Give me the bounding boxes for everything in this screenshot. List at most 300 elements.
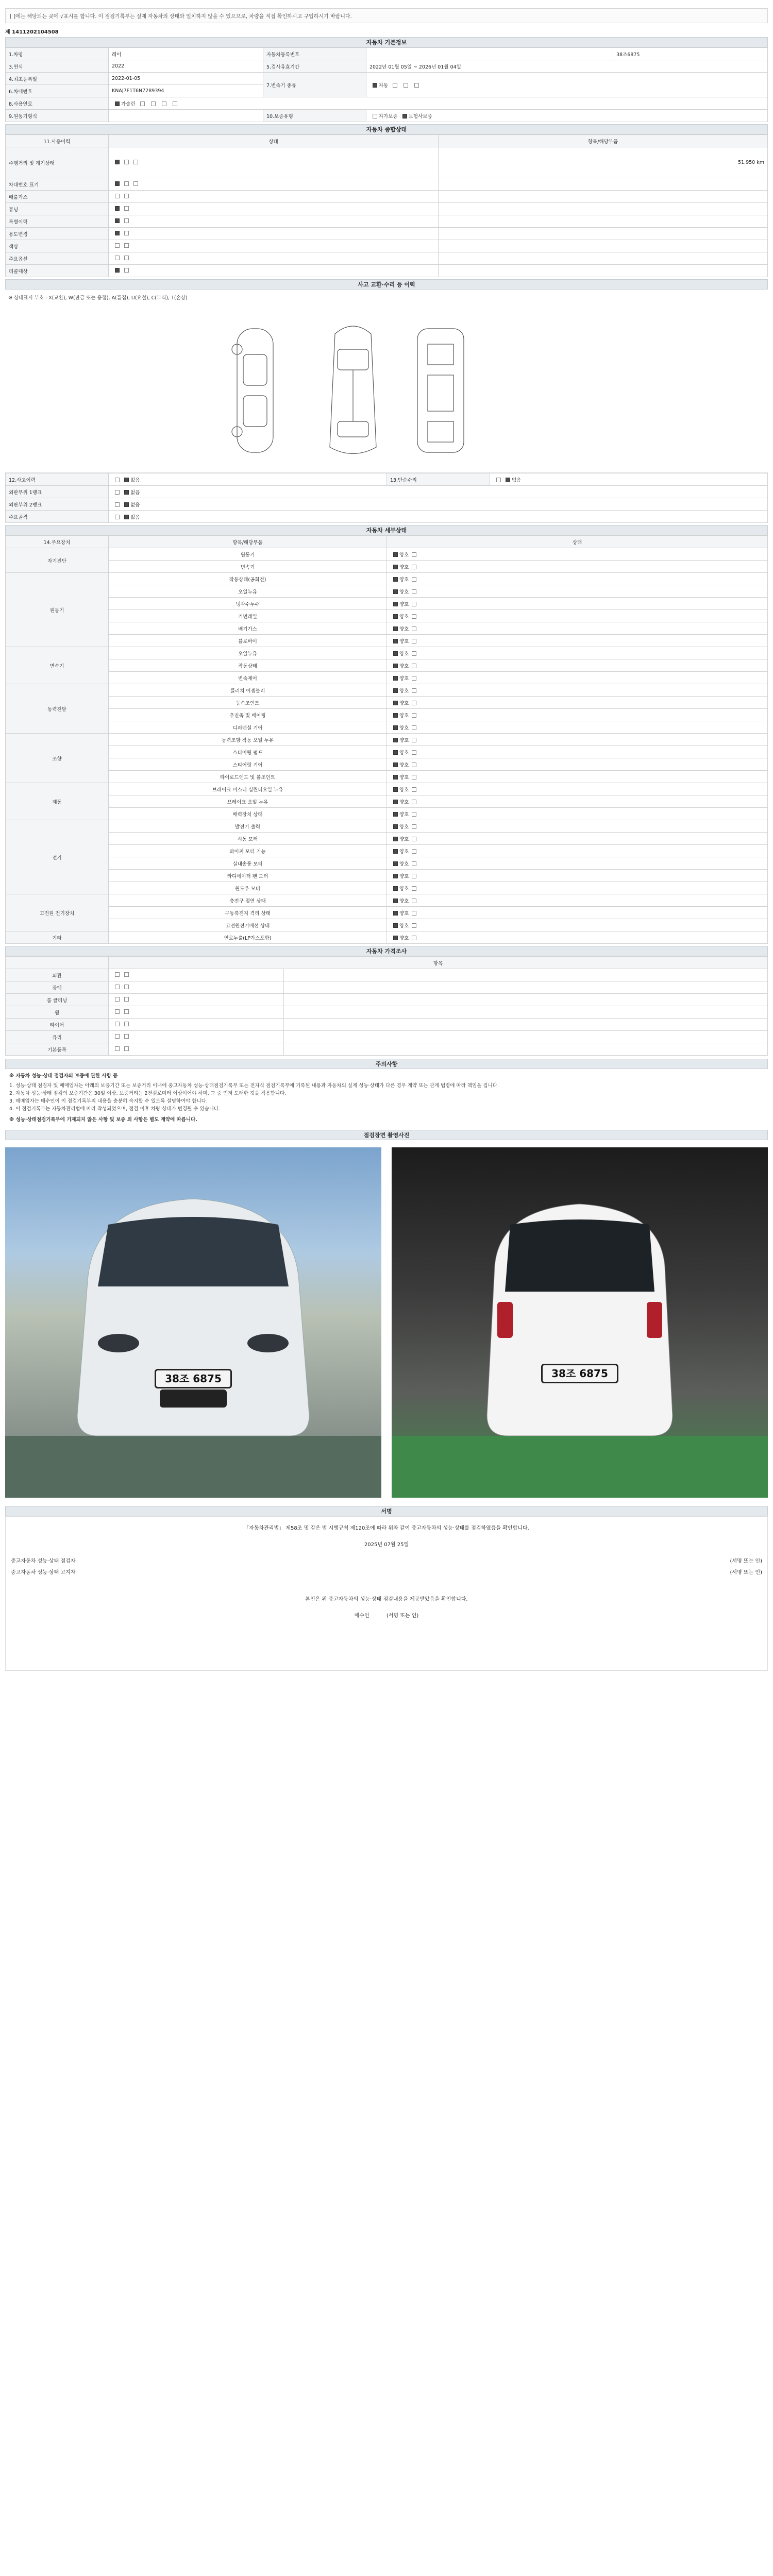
section-basic: 자동차 기본정보 xyxy=(5,37,768,47)
detail-row xyxy=(6,684,768,697)
doc-number-value: 1411202104508 xyxy=(12,29,59,35)
section-photos: 점검장면 촬영사진 xyxy=(5,1130,768,1140)
price-row xyxy=(6,1031,768,1043)
detail-status: 양호 xyxy=(399,638,409,645)
checkbox[interactable] xyxy=(393,837,398,841)
detail-row xyxy=(6,697,768,709)
checkbox[interactable] xyxy=(393,577,398,582)
checkbox[interactable] xyxy=(124,181,129,186)
detail-state xyxy=(387,833,768,845)
price-label: 룸 클리닝 xyxy=(6,994,109,1006)
checkbox[interactable] xyxy=(412,614,416,619)
checkbox[interactable] xyxy=(393,614,398,619)
price-header-empty xyxy=(6,957,109,969)
checkbox[interactable] xyxy=(412,738,416,742)
detail-row xyxy=(6,795,768,808)
detail-state xyxy=(387,734,768,746)
checkbox[interactable] xyxy=(115,972,120,977)
detail-state xyxy=(387,882,768,894)
checkbox[interactable] xyxy=(115,1046,120,1051)
checkbox[interactable] xyxy=(412,787,416,792)
detail-state xyxy=(387,783,768,795)
checkbox[interactable] xyxy=(393,626,398,631)
checkbox[interactable] xyxy=(373,83,377,88)
checkbox[interactable] xyxy=(412,874,416,878)
accident-state xyxy=(109,498,768,511)
caution-box xyxy=(5,1069,768,1127)
detail-status: 양호 xyxy=(399,824,409,830)
checkbox[interactable] xyxy=(393,800,398,804)
checkbox[interactable] xyxy=(115,181,120,186)
accident-legend: ※ 상태표시 부호 : X(교환), W(판금 또는 용접), A(흠집), U(요철), C(부식), T(손상) xyxy=(8,295,188,301)
detail-item: 커먼레일 xyxy=(109,610,387,622)
checkbox[interactable] xyxy=(412,762,416,767)
photo-area xyxy=(5,1140,768,1506)
detail-status: 양호 xyxy=(399,910,409,917)
checkbox[interactable] xyxy=(393,911,398,916)
checkbox[interactable] xyxy=(393,750,398,755)
price-row xyxy=(6,1019,768,1031)
checkbox[interactable] xyxy=(393,787,398,792)
checkbox[interactable] xyxy=(393,899,398,903)
checkbox[interactable] xyxy=(412,626,416,631)
checkbox[interactable] xyxy=(393,923,398,928)
price-label: 휠 xyxy=(6,1006,109,1019)
checkbox[interactable] xyxy=(393,874,398,878)
overall-state xyxy=(109,215,439,228)
detail-header: 상태 xyxy=(387,536,768,548)
overall-part xyxy=(439,228,768,240)
detail-header: 항목/해당부품 xyxy=(109,536,387,548)
basic-label: 자동차등록번호 xyxy=(263,48,366,60)
section-sign: 서명 xyxy=(5,1506,768,1516)
checkbox[interactable] xyxy=(412,899,416,903)
car-diagram xyxy=(5,303,768,473)
checkbox[interactable] xyxy=(393,824,398,829)
checkbox[interactable] xyxy=(124,1009,129,1014)
checkbox[interactable] xyxy=(412,589,416,594)
checkbox[interactable] xyxy=(124,1046,129,1051)
checkbox[interactable] xyxy=(412,923,416,928)
checkbox[interactable] xyxy=(162,101,166,106)
detail-row xyxy=(6,820,768,833)
checkbox[interactable] xyxy=(412,936,416,940)
checkbox[interactable] xyxy=(115,218,120,223)
checkbox[interactable] xyxy=(412,602,416,606)
detail-status: 양호 xyxy=(399,750,409,756)
checkbox[interactable] xyxy=(412,750,416,755)
checkbox[interactable] xyxy=(414,83,419,88)
detail-status: 양호 xyxy=(399,725,409,731)
price-label: 유리 xyxy=(6,1031,109,1043)
detail-state xyxy=(387,907,768,919)
detail-state xyxy=(387,635,768,647)
detail-row xyxy=(6,635,768,647)
checkbox[interactable] xyxy=(124,1034,129,1039)
detail-item: 변속기 xyxy=(109,561,387,573)
checkbox[interactable] xyxy=(412,911,416,916)
detail-row xyxy=(6,894,768,907)
detail-item: 시동 모터 xyxy=(109,833,387,845)
detail-state xyxy=(387,771,768,783)
sign-box xyxy=(5,1516,768,1671)
detail-item: 오일누유 xyxy=(109,647,387,659)
detail-group: 변속기 xyxy=(6,647,109,684)
checkbox[interactable] xyxy=(124,490,129,495)
checkbox[interactable] xyxy=(124,194,129,198)
checkbox[interactable] xyxy=(412,824,416,829)
detail-item: 충전구 절연 상태 xyxy=(109,894,387,907)
detail-status: 양호 xyxy=(399,787,409,793)
dealer-label: 중고자동차 성능·상태 고지자 xyxy=(11,1570,76,1575)
overall-label: 특별이력 xyxy=(6,215,109,228)
sign-statement: 「자동차관리법」 제58조 및 같은 법 시행규칙 제120조에 따라 위와 같이 중고자동차의 성능·상태를 점검하였음을 확인합니다. xyxy=(244,1526,529,1531)
checkbox[interactable] xyxy=(393,936,398,940)
checkbox[interactable] xyxy=(412,849,416,854)
checkbox[interactable] xyxy=(393,639,398,643)
detail-item: 추진축 및 베어링 xyxy=(109,709,387,721)
detail-row xyxy=(6,771,768,783)
price-row xyxy=(6,969,768,981)
rear-plate: 38조 6875 xyxy=(541,1364,618,1383)
price-note xyxy=(284,1006,768,1019)
basic-value: 2022-01-05 xyxy=(109,73,263,85)
checkbox[interactable] xyxy=(412,812,416,817)
detail-state xyxy=(387,931,768,944)
buyer-signature[interactable]: (서명 또는 인) xyxy=(386,1613,419,1619)
detail-item: 배력장치 상태 xyxy=(109,808,387,820)
price-state xyxy=(109,1019,284,1031)
checkbox[interactable] xyxy=(115,243,120,248)
car-diagram-area xyxy=(5,303,768,473)
checkbox[interactable] xyxy=(115,160,120,164)
inspector-signature[interactable]: (서명 또는 인) xyxy=(730,1558,762,1564)
checkbox[interactable] xyxy=(393,83,397,88)
checkbox[interactable] xyxy=(124,160,129,164)
detail-item: 블로바이 xyxy=(109,635,387,647)
detail-row xyxy=(6,610,768,622)
detail-item: 구동축전지 격리 상태 xyxy=(109,907,387,919)
detail-status: 양호 xyxy=(399,552,409,558)
accident-label: 13.단순수리 xyxy=(387,473,490,486)
checkbox[interactable] xyxy=(393,676,398,681)
checkbox[interactable] xyxy=(115,268,120,273)
section-price: 자동차 가격조사 xyxy=(5,946,768,956)
detail-item: 등속조인트 xyxy=(109,697,387,709)
detail-status: 양호 xyxy=(399,811,409,818)
overall-state xyxy=(109,265,439,277)
checkbox[interactable] xyxy=(393,886,398,891)
detail-row xyxy=(6,659,768,672)
checkbox[interactable] xyxy=(393,701,398,705)
basic-value: 레이 xyxy=(109,48,263,60)
detail-state xyxy=(387,845,768,857)
detail-status: 양호 xyxy=(399,886,409,892)
checkbox[interactable] xyxy=(124,502,129,507)
basic-value: KNAJ7F1T6N7289394 xyxy=(109,85,263,97)
price-label: 기본품목 xyxy=(6,1043,109,1056)
checkbox[interactable] xyxy=(412,688,416,693)
detail-status: 양호 xyxy=(399,737,409,743)
detail-item: 클러치 어셈블리 xyxy=(109,684,387,697)
overall-table xyxy=(5,134,768,277)
caution-line: 1. 성능·상태 점검자 및 매매업자는 아래의 보증기간 또는 보증거리 이내에 중고자동차 성능·상태점검기록부 또는 전자식 점검기록부에 기록된 내용과 자동차의 실제 성능·상태가 다른 경우 계약 또는 관계 법령에 따라 책임을 집니다. xyxy=(9,1083,499,1089)
inspector-label: 중고자동차 성능·상태 점검자 xyxy=(11,1558,76,1564)
basic-value: 38조6875 xyxy=(613,48,768,60)
checkbox[interactable] xyxy=(412,565,416,569)
checkbox[interactable] xyxy=(393,738,398,742)
detail-group: 조향 xyxy=(6,734,109,783)
overall-part xyxy=(439,178,768,191)
detail-item: 오일누유 xyxy=(109,585,387,598)
price-table xyxy=(5,956,768,1056)
front-car-drawing xyxy=(5,1147,381,1498)
overall-part xyxy=(439,252,768,265)
detail-row xyxy=(6,573,768,585)
overall-part xyxy=(439,240,768,252)
price-row xyxy=(6,1006,768,1019)
checkbox[interactable] xyxy=(124,218,129,223)
doc-number-label: 제 xyxy=(5,29,10,35)
basic-label: 6.차대번호 xyxy=(6,85,109,97)
checkbox[interactable] xyxy=(393,552,398,557)
overall-state xyxy=(109,252,439,265)
overall-header: 상태 xyxy=(109,135,439,147)
price-state xyxy=(109,981,284,994)
checkbox[interactable] xyxy=(412,577,416,582)
accident-table xyxy=(5,473,768,523)
detail-state xyxy=(387,709,768,721)
accident-value: 없음 xyxy=(130,502,140,508)
detail-row xyxy=(6,907,768,919)
checkbox[interactable] xyxy=(173,101,177,106)
car-side-left xyxy=(232,329,273,452)
detail-row xyxy=(6,622,768,635)
overall-header: 11.사용이력 xyxy=(6,135,109,147)
detail-status: 양호 xyxy=(399,601,409,607)
price-label: 광택 xyxy=(6,981,109,994)
checkbox[interactable] xyxy=(115,231,120,235)
basic-label: 10.보증유형 xyxy=(263,110,366,122)
checkbox[interactable] xyxy=(115,997,120,1002)
checkbox[interactable] xyxy=(412,664,416,668)
section-detail: 자동차 세부상태 xyxy=(5,525,768,535)
detail-group: 고전원 전기장치 xyxy=(6,894,109,931)
notice: [ ]에는 해당되는 곳에 √표시를 합니다. 이 점검기록부는 실제 자동차의 상태와 일치하지 않을 수 있으므로, 차량을 직접 확인하시고 구입하시기 바랍니다. xyxy=(5,8,768,23)
checkbox[interactable] xyxy=(393,688,398,693)
checkbox[interactable] xyxy=(124,206,129,211)
front-plate: 38조 6875 xyxy=(155,1369,232,1388)
detail-status: 양호 xyxy=(399,651,409,657)
basic-value: 보험사보증 xyxy=(408,113,432,120)
accident-label: 외판부위 1랭크 xyxy=(6,486,109,498)
detail-item: 스티어링 기어 xyxy=(109,758,387,771)
checkbox[interactable] xyxy=(393,861,398,866)
detail-row xyxy=(6,870,768,882)
basic-value xyxy=(366,48,613,60)
checkbox[interactable] xyxy=(124,1022,129,1026)
checkbox[interactable] xyxy=(393,725,398,730)
price-state xyxy=(109,1031,284,1043)
checkbox[interactable] xyxy=(115,1034,120,1039)
basic-value: 자가보증 xyxy=(379,113,398,120)
checkbox[interactable] xyxy=(115,985,120,989)
checkbox[interactable] xyxy=(124,256,129,260)
receipt-statement: 본인은 위 중고자동차의 성능·상태 점검내용을 제공받았음을 확인합니다. xyxy=(305,1597,468,1602)
detail-state xyxy=(387,746,768,758)
detail-status: 양호 xyxy=(399,589,409,595)
overall-part xyxy=(439,215,768,228)
warranty-options xyxy=(366,110,768,122)
checkbox[interactable] xyxy=(115,1009,120,1014)
detail-status: 양호 xyxy=(399,762,409,768)
checkbox[interactable] xyxy=(412,552,416,557)
dealer-signature[interactable]: (서명 또는 인) xyxy=(730,1570,762,1575)
car-bottom xyxy=(417,329,464,452)
checkbox[interactable] xyxy=(412,676,416,681)
checkbox[interactable] xyxy=(133,160,138,164)
detail-row xyxy=(6,758,768,771)
checkbox[interactable] xyxy=(124,972,129,977)
accident-value: 없음 xyxy=(130,477,140,483)
checkbox[interactable] xyxy=(412,886,416,891)
price-state xyxy=(109,1043,284,1056)
checkbox[interactable] xyxy=(393,664,398,668)
price-state xyxy=(109,969,284,981)
sign-date: 2025년 07월 25일 xyxy=(364,1542,409,1548)
checkbox[interactable] xyxy=(115,515,120,519)
checkbox[interactable] xyxy=(506,478,510,482)
checkbox[interactable] xyxy=(393,602,398,606)
checkbox[interactable] xyxy=(412,775,416,779)
detail-row xyxy=(6,734,768,746)
checkbox[interactable] xyxy=(151,101,156,106)
detail-row xyxy=(6,672,768,684)
detail-item: 배기가스 xyxy=(109,622,387,635)
checkbox[interactable] xyxy=(393,651,398,656)
detail-status: 양호 xyxy=(399,849,409,855)
buyer-label: 매수인 xyxy=(354,1613,369,1619)
overall-label: 튜닝 xyxy=(6,203,109,215)
empty-cell xyxy=(109,110,263,122)
detail-group: 전기 xyxy=(6,820,109,894)
checkbox[interactable] xyxy=(402,114,407,118)
checkbox[interactable] xyxy=(140,101,145,106)
detail-row xyxy=(6,721,768,734)
checkbox[interactable] xyxy=(496,478,501,482)
detail-table xyxy=(5,535,768,944)
checkbox[interactable] xyxy=(412,800,416,804)
overall-label: 색상 xyxy=(6,240,109,252)
checkbox[interactable] xyxy=(404,83,408,88)
checkbox[interactable] xyxy=(115,1022,120,1026)
detail-status: 양호 xyxy=(399,799,409,805)
checkbox[interactable] xyxy=(412,701,416,705)
basic-label: 3.연식 xyxy=(6,60,109,73)
overall-label: 배출가스 xyxy=(6,191,109,203)
checkbox[interactable] xyxy=(412,713,416,718)
detail-state xyxy=(387,598,768,610)
detail-state xyxy=(387,684,768,697)
detail-status: 양호 xyxy=(399,688,409,694)
checkbox[interactable] xyxy=(115,490,120,495)
basic-table xyxy=(5,47,768,122)
detail-state xyxy=(387,672,768,684)
detail-row xyxy=(6,845,768,857)
checkbox[interactable] xyxy=(373,114,377,118)
checkbox[interactable] xyxy=(124,515,129,519)
checkbox[interactable] xyxy=(124,997,129,1002)
checkbox[interactable] xyxy=(115,478,120,482)
caution-line: 4. 이 점검기록부는 자동차관리법에 따라 작성되었으며, 점검 이후 차량 상태가 변경될 수 있습니다. xyxy=(9,1106,221,1112)
detail-item: 냉각수누수 xyxy=(109,598,387,610)
checkbox[interactable] xyxy=(412,861,416,866)
checkbox[interactable] xyxy=(124,243,129,248)
accident-label: 외판부위 2랭크 xyxy=(6,498,109,511)
detail-state xyxy=(387,659,768,672)
checkbox[interactable] xyxy=(124,268,129,273)
checkbox[interactable] xyxy=(115,206,120,211)
detail-status: 양호 xyxy=(399,713,409,719)
checkbox[interactable] xyxy=(115,101,120,106)
checkbox[interactable] xyxy=(393,565,398,569)
section-overall: 자동차 종합상태 xyxy=(5,124,768,134)
accident-state xyxy=(109,473,387,486)
price-note xyxy=(284,1043,768,1056)
detail-state xyxy=(387,721,768,734)
document-number xyxy=(5,27,768,35)
accident-state xyxy=(490,473,768,486)
checkbox[interactable] xyxy=(412,639,416,643)
accident-state xyxy=(109,511,768,523)
price-label: 타이어 xyxy=(6,1019,109,1031)
accident-state xyxy=(109,486,768,498)
checkbox[interactable] xyxy=(124,985,129,989)
price-header: 항목 xyxy=(109,957,768,969)
detail-status: 양호 xyxy=(399,898,409,904)
checkbox[interactable] xyxy=(115,256,120,260)
price-state xyxy=(109,1006,284,1019)
checkbox[interactable] xyxy=(133,181,138,186)
checkbox[interactable] xyxy=(124,478,129,482)
detail-row xyxy=(6,833,768,845)
detail-header: 14.주요장치 xyxy=(6,536,109,548)
detail-item: 라디에이터 팬 모터 xyxy=(109,870,387,882)
detail-group: 기타 xyxy=(6,931,109,944)
detail-state xyxy=(387,622,768,635)
checkbox[interactable] xyxy=(412,837,416,841)
section-accident: 사고 교환·수리 등 이력 xyxy=(5,279,768,290)
detail-row xyxy=(6,585,768,598)
checkbox[interactable] xyxy=(393,812,398,817)
checkbox[interactable] xyxy=(393,762,398,767)
detail-row xyxy=(6,709,768,721)
price-row xyxy=(6,981,768,994)
checkbox[interactable] xyxy=(412,651,416,656)
checkbox[interactable] xyxy=(124,231,129,235)
detail-status: 양호 xyxy=(399,923,409,929)
checkbox[interactable] xyxy=(115,502,120,507)
checkbox[interactable] xyxy=(393,589,398,594)
document xyxy=(5,3,768,1671)
checkbox[interactable] xyxy=(393,775,398,779)
overall-part xyxy=(439,203,768,215)
detail-row xyxy=(6,783,768,795)
checkbox[interactable] xyxy=(115,194,120,198)
checkbox[interactable] xyxy=(393,849,398,854)
checkbox[interactable] xyxy=(412,725,416,730)
checkbox[interactable] xyxy=(393,713,398,718)
